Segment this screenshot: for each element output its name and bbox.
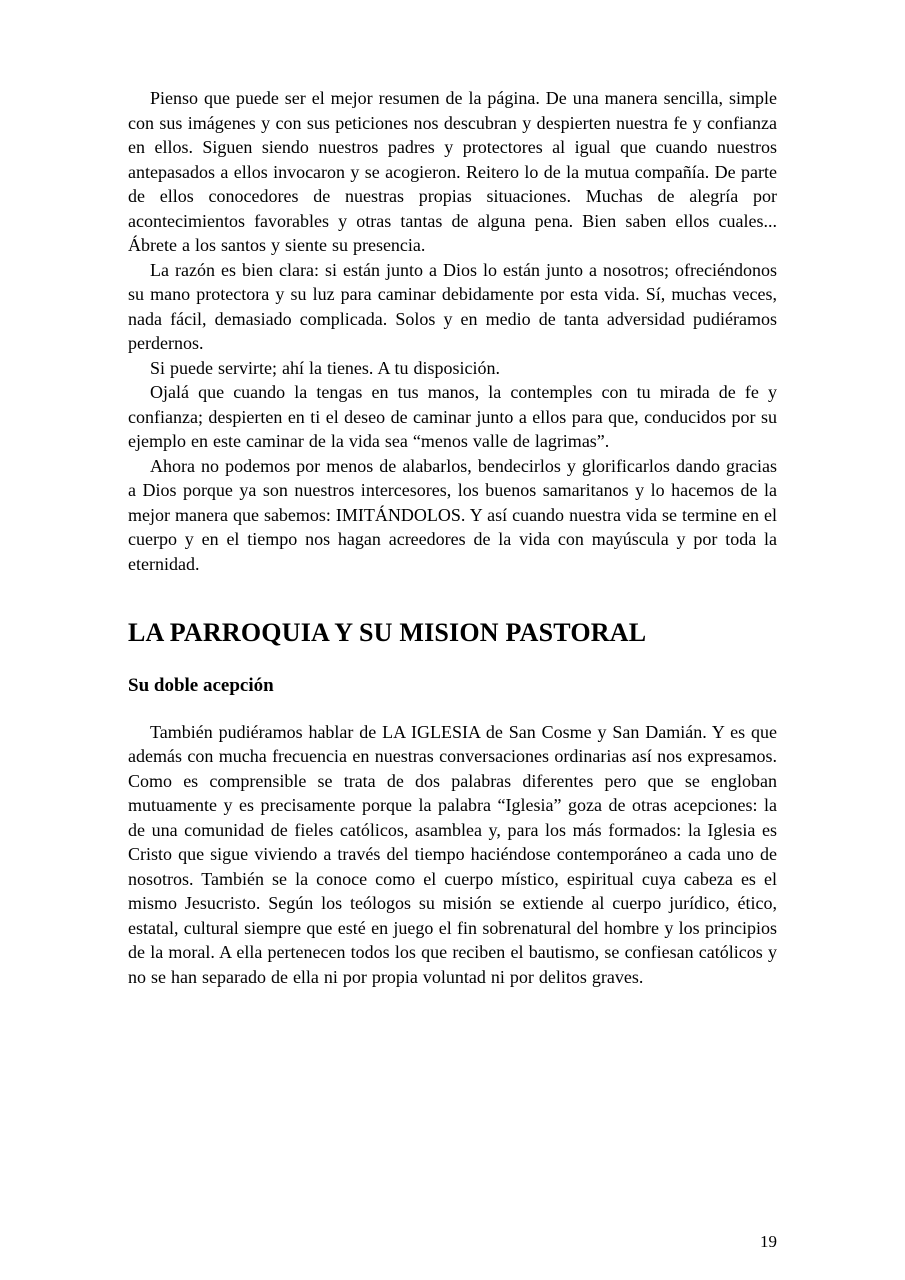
paragraph: Ahora no podemos por menos de alabarlos, bendecirlos y glorificarlos dando gracias a Dios porque ya son nuestros intercesores, los buenos samaritanos y lo hacemos de la mejor manera que sabemos: IMITÁNDOLOS. Y así cuando nuestra vida se termine en el cuerpo y en el tiempo nos hagan acreedores de la vida con mayúscula y por toda la eternidad. bbox=[128, 455, 777, 574]
paragraph: Pienso que puede ser el mejor resumen de la página. De una manera sencilla, simple con sus imágenes y con sus peticiones nos descubran y despierten nuestra fe y confianza en ellos. Siguen siendo nuestros padres y protectores al igual que cuando nuestros antepasados a ellos invocaron y se acogieron. Reitero lo de la mutua compañía. De parte de ellos conocedores de nuestras propias situaciones. Muchas de alegría por acontecimientos favorables y otras tantas de alguna pena. Bien saben ellos cuales... Ábrete a los santos y siente su presencia. bbox=[128, 88, 777, 255]
paragraph: Si puede servirte; ahí la tienes. A tu disposición. bbox=[150, 357, 500, 378]
page-body bbox=[128, 86, 777, 989]
section-heading: LA PARROQUIA Y SU MISION PASTORAL bbox=[128, 618, 647, 647]
subsection-heading: Su doble acepción bbox=[128, 674, 274, 696]
paragraph: También pudiéramos hablar de LA IGLESIA de San Cosme y San Damián. Y es que además con mucha frecuencia en nuestras conversaciones ordinarias así nos expresamos. Como es comprensible se trata de dos palabras diferentes pero que se engloban mutuamente y es precisamente porque la palabra “Iglesia” goza de otras acepciones: la de una comunidad de fieles católicos, asamblea y, para los más formados: la Iglesia es Cristo que sigue viviendo a través del tiempo haciéndose contemporáneo a cada uno de nosotros. También se la conoce como el cuerpo místico, espiritual cuya cabeza es el mismo Jesucristo. Según los teólogos su misión se extiende al cuerpo jurídico, ético, estatal, cultural siempre que esté en juego el fin sobrenatural del hombre y los principios de la moral. A ella pertenecen todos los que reciben el bautismo, se confiesan católicos y no se han separado de ella ni por propia voluntad ni por delitos graves. bbox=[128, 721, 777, 987]
paragraph: La razón es bien clara: si están junto a Dios lo están junto a nosotros; ofreciéndonos su mano protectora y su luz para caminar debidamente por esta vida. Sí, muchas veces, nada fácil, demasiado complicada. Solos y en medio de tanta adversidad pudiéramos perdernos. bbox=[128, 259, 777, 353]
page-number: 19 bbox=[760, 1232, 777, 1251]
paragraph: Ojalá que cuando la tengas en tus manos, la contemples con tu mirada de fe y confianza; despierten en ti el deseo de caminar junto a ellos para que, conducidos por su ejemplo en este caminar de la vida sea “menos valle de lagrimas”. bbox=[128, 382, 777, 451]
